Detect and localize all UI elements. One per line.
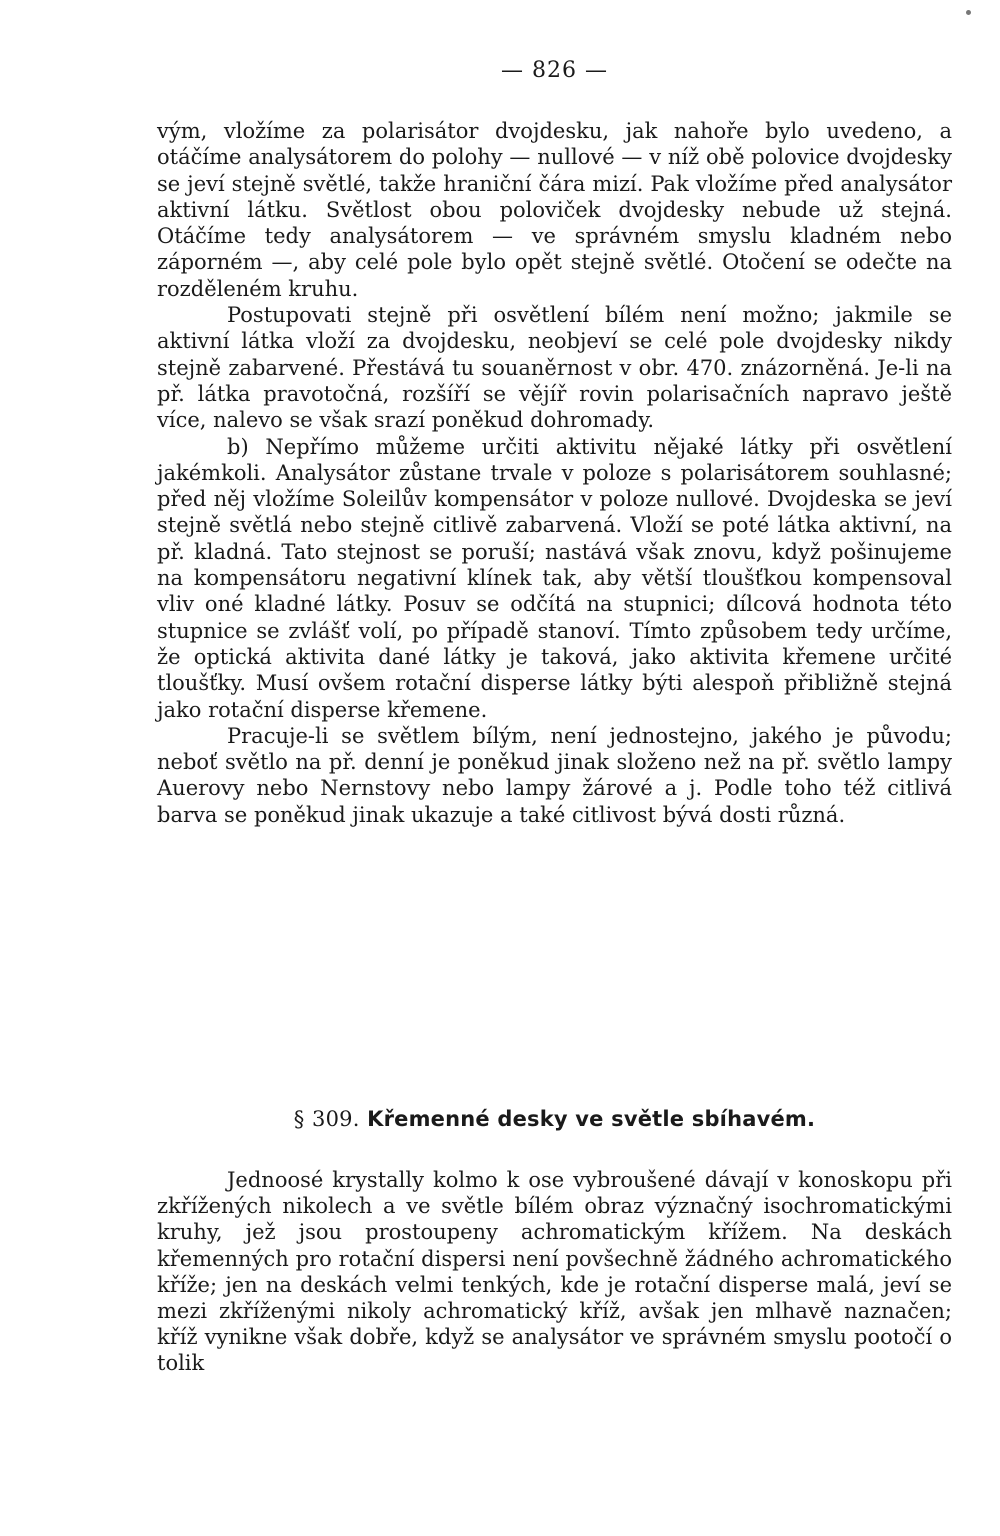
- section-title: Křemenné desky ve světle sbíhavém.: [367, 1107, 816, 1131]
- section-number: 309.: [312, 1107, 360, 1131]
- paragraph-white-light: Postupovati stejně při osvětlení bílém není možno; jakmile se aktivní látka vloží za dvojdesku, neobjeví se celé pole dvojdesky nikdy stejně zabarvené. Přestává tu souaněrnost v obr. 470. znázorněná. Je-li na př. látka pravotočná, rozšíří se vějíř rovin polarisačních napravo ještě více, nalevo se však srazí poněkud dohromady.: [157, 303, 952, 433]
- paragraph-continuation: vým, vložíme za polarisátor dvojdesku, jak nahoře bylo uvedeno, a otáčíme analysátorem do polohy — nullové — v níž obě polovice dvojdesky se jeví stejně světlé, takže hraniční čára mizí. Pak vložíme před analysátor aktivní látku. Světlost obou poloviček dvojdesky nebude už stejná. Otáčíme tedy analysátorem — ve správném smyslu kladném nebo záporném —, aby celé pole bylo opět stejně světlé. Otočení se odečte na rozděleném kruhu.: [157, 119, 952, 301]
- section-heading: [157, 1107, 952, 1131]
- section-body-text: [157, 1167, 952, 1377]
- page-number: — 826 —: [501, 58, 608, 83]
- paragraph-quartz-plates: Jednoosé krystally kolmo k ose vybroušené dávají v konoskopu při zkřížených nikolech a ve světle bílém obraz význačný isochromatickými kruhy, jež jsou prostoupeny achromatickým křížem. Na deskách křemenných pro rotační dispersi není povšechně žádného achromatického kříže; jen na deskách velmi tenkých, kde je rotační disperse malá, jeví se mezi zkříženými nikoly achromatický kříž, avšak jen mlhavě naznačen; kříž vynikne však dobře, když se analysátor ve správném smyslu pootočí o tolik: [157, 1168, 952, 1376]
- section-symbol: §: [293, 1107, 305, 1131]
- body-text: [157, 118, 952, 828]
- paragraph-light-source: Pracuje-li se světlem bílým, není jednostejno, jakého je původu; neboť světlo na př. denní je poněkud jinak složeno než na př. světlo lampy Auerovy nebo Nernstovy nebo lampy žárové a j. Podle toho též citlivá barva se poněkud jinak ukazuje a také citlivost bývá dosti různá.: [157, 723, 952, 827]
- paragraph-compensator: b) Nepřímo můžeme určiti aktivitu nějaké látky při osvětlení jakémkoli. Analysátor zůstane trvale v poloze s polarisátorem souhlasné; před něj vložíme Soleilův kompensátor v poloze nullové. Dvojdeska se jeví stejně světlá nebo stejně citlivě zabarvená. Vloží se poté látka aktivní, na př. kladná. Tato stejnost se poruší; nastává však znovu, když pošinujeme na kompensátoru negativní klínek tak, aby větší tloušťkou kompensoval vliv oné kladné látky. Posuv se odčítá na stupnici; dílcová hodnota této stupnice se zvlášť volí, po případě stanoví. Tímto způsobem tedy určíme, že optická aktivita dané látky je taková, jako aktivita křemene určité tloušťky. Musí ovšem rotační disperse látky býti alespoň přibližně stejná jako rotační disperse křemene.: [157, 434, 952, 722]
- print-speck: [966, 10, 971, 15]
